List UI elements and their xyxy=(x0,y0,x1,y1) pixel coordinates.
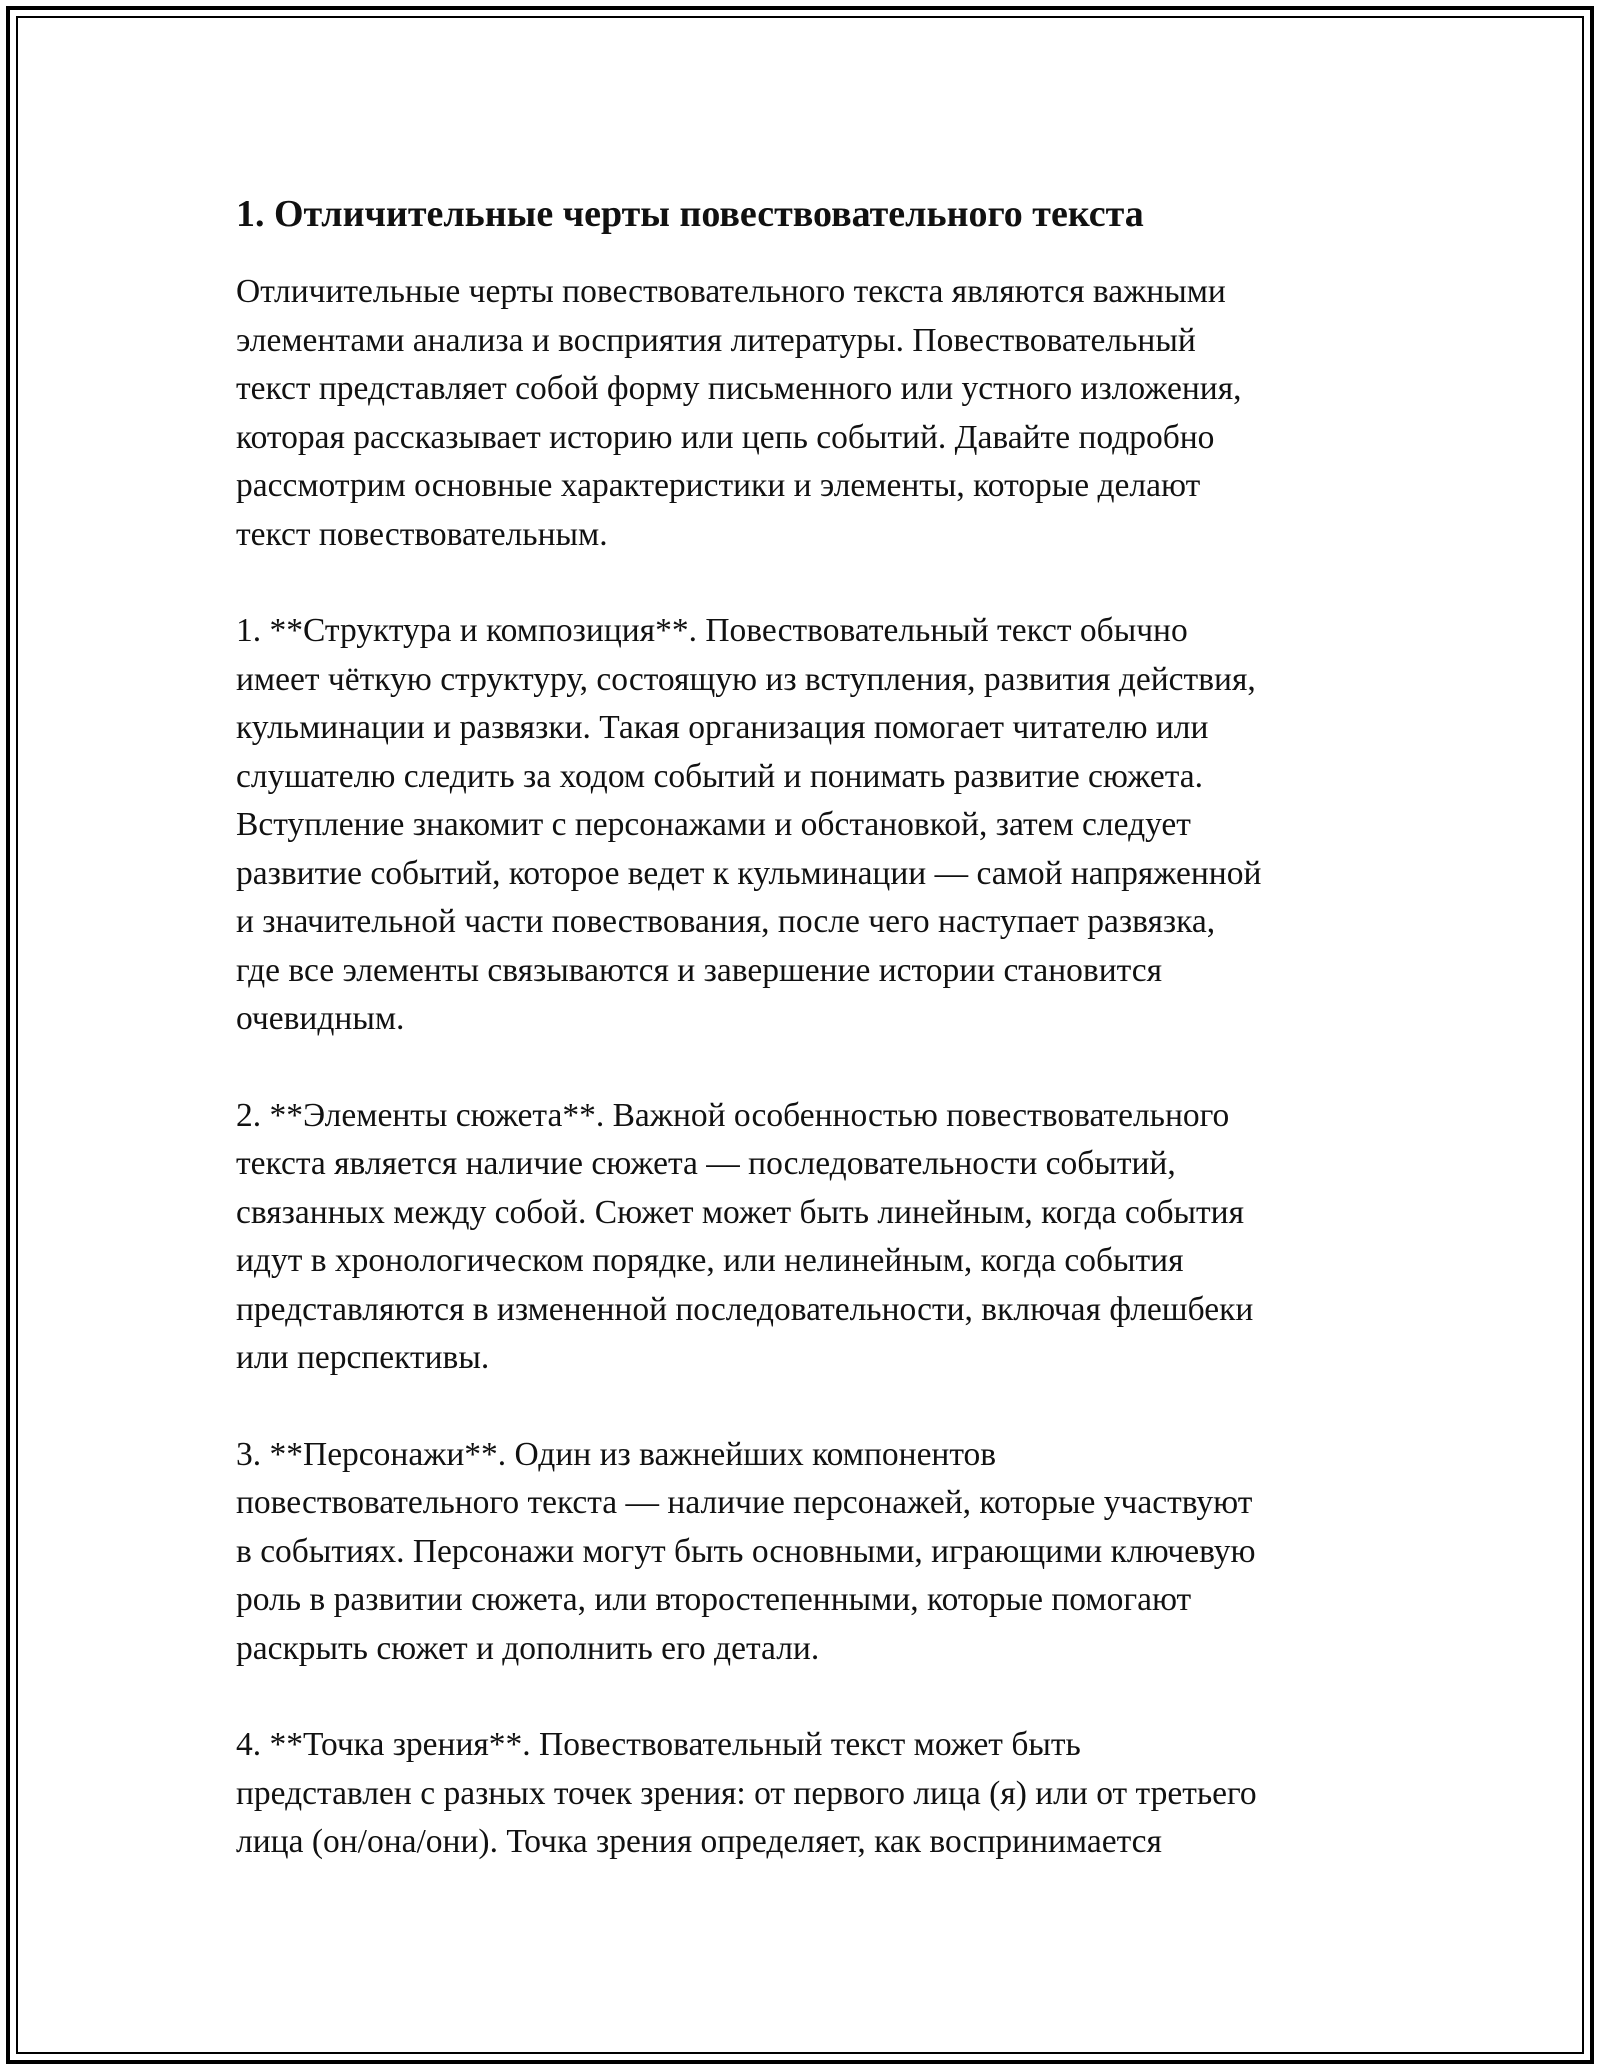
paragraph-line: Отличительные черты повествовательного текста являются важными xyxy=(236,273,1226,310)
paragraph-line: представлен с разных точек зрения: от первого лица (я) или от третьего xyxy=(236,1774,1257,1812)
paragraph-line: лица (он/она/они). Точка зрения определяет, как воспринимается xyxy=(236,1823,1162,1860)
paragraph-line: слушателю следить за ходом событий и понимать развитие сюжета. xyxy=(236,757,1203,795)
paragraph-line: рассмотрим основные характеристики и элементы, которые делают xyxy=(236,467,1201,504)
paragraph xyxy=(236,1431,1366,1674)
paragraph-line: элементами анализа и восприятия литературы. Повествовательный xyxy=(236,321,1196,359)
paragraph xyxy=(236,268,1366,559)
paragraph-line: раскрыть сюжет и дополнить его детали. xyxy=(236,1629,820,1667)
paragraph xyxy=(236,1092,1366,1383)
paragraph-line: или перспективы. xyxy=(236,1339,490,1376)
paragraph-line: связанных между собой. Сюжет может быть линейным, когда события xyxy=(236,1193,1244,1231)
paragraphs-container xyxy=(236,268,1366,1867)
paragraph xyxy=(236,607,1366,1044)
document-body xyxy=(236,186,1366,1915)
paragraph-line: текста является наличие сюжета — последовательности событий, xyxy=(236,1145,1176,1182)
paragraph-line: кульминации и развязки. Такая организация помогает читателю или xyxy=(236,709,1209,746)
paragraph-line: повествовательного текста — наличие персонажей, которые участвуют xyxy=(236,1484,1253,1521)
paragraph-line: текст представляет собой форму письменного или устного изложения, xyxy=(236,370,1242,407)
paragraph-line: текст повествовательным. xyxy=(236,515,608,553)
paragraph-line: представляются в измененной последовательности, включая флешбеки xyxy=(236,1290,1254,1328)
paragraph-line: развитие событий, которое ведет к кульминации — самой напряженной xyxy=(236,854,1262,892)
paragraph-line: имеет чёткую структуру, состоящую из вступления, развития действия, xyxy=(236,660,1256,698)
paragraph-line: Вступление знакомит с персонажами и обстановкой, затем следует xyxy=(236,806,1191,843)
paragraph-line: роль в развитии сюжета, или второстепенными, которые помогают xyxy=(236,1581,1192,1618)
paragraph-line: идут в хронологическом порядке, или нелинейным, когда события xyxy=(236,1242,1184,1279)
paragraph-line: 1. **Структура и композиция**. Повествовательный текст обычно xyxy=(236,612,1188,649)
paragraph-line: 2. **Элементы сюжета**. Важной особенностью повествовательного xyxy=(236,1096,1230,1134)
paragraph-line: 3. **Персонажи**. Один из важнейших компонентов xyxy=(236,1435,997,1473)
paragraph-line: и значительной части повествования, после чего наступает развязка, xyxy=(236,903,1216,940)
paragraph-line: где все элементы связываются и завершение истории становится xyxy=(236,951,1162,989)
paragraph-line: очевидным. xyxy=(236,1000,405,1037)
section-heading: 1. Отличительные черты повествовательного текста xyxy=(236,193,1144,235)
paragraph-line: в событиях. Персонажи могут быть основными, играющими ключевую xyxy=(236,1532,1256,1570)
paragraph-line: которая рассказывает историю или цепь событий. Давайте подробно xyxy=(236,418,1215,456)
paragraph-line: 4. **Точка зрения**. Повествовательный текст может быть xyxy=(236,1726,1081,1763)
paragraph xyxy=(236,1721,1366,1867)
